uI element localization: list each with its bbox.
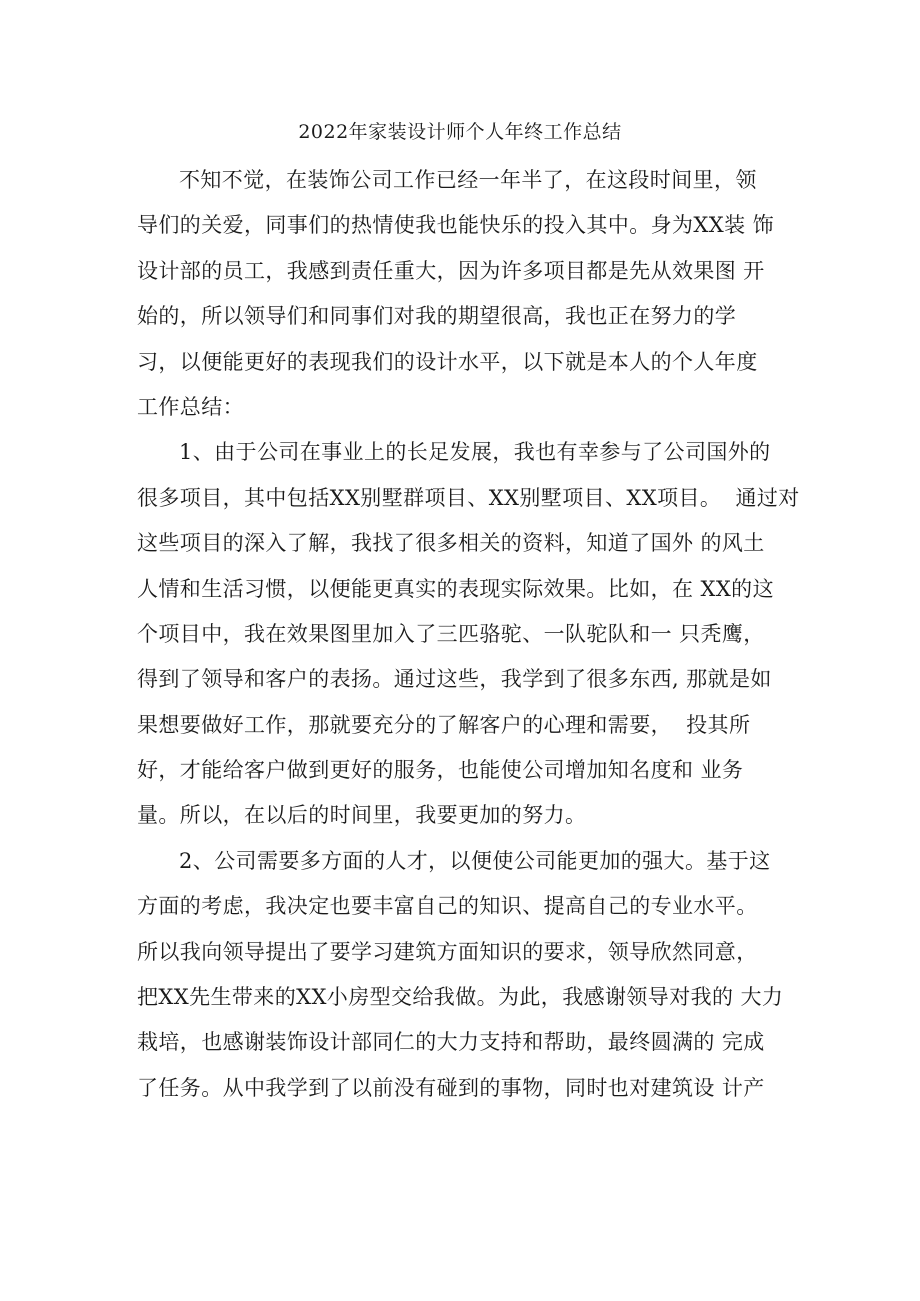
paragraph-1-line-3: 设计部的员工，我感到责任重大，因为许多项目都是先从效果图 开 [137, 258, 765, 283]
document-title: 2022年家装设计师个人年终工作总结 [298, 121, 622, 143]
paragraph-1-line-5: 习，以便能更好的表现我们的设计水平，以下就是本人的个人年度 [137, 349, 758, 374]
paragraph-2-line-3: 这些项目的深入了解，我找了很多相关的资料，知道了国外 的风土 [137, 531, 765, 556]
paragraph-3-line-5: 栽培，也感谢装饰设计部同仁的大力支持和帮助，最终圆满的 完成 [137, 1030, 765, 1055]
paragraph-2-line-9: 量。所以，在以后的时间里，我要更加的努力。 [137, 803, 587, 828]
paragraph-1-line-2: 导们的关爱，同事们的热情使我也能快乐的投入其中。身为XX装 饰 [137, 213, 774, 238]
paragraph-2-line-7: 果想要做好工作，那就要充分的了解客户的心理和需要， 投其所 [137, 712, 751, 737]
paragraph-2-line-6: 得到了领导和客户的表扬。通过这些，我学到了很多东西, 那就是如 [137, 667, 772, 692]
paragraph-2-line-8: 好，才能给客户做到更好的服务，也能使公司增加知名度和 业务 [137, 758, 744, 783]
paragraph-3-line-4: 把XX先生带来的XX小房型交给我做。为此，我感谢领导对我的 大力 [137, 985, 784, 1010]
paragraph-2-line-2: 很多项目，其中包括XX别墅群项目、XX别墅项目、XX项目。 通过对 [137, 485, 800, 510]
paragraph-1-line-4: 始的，所以领导们和同事们对我的期望很高，我也正在努力的学 [137, 304, 737, 329]
document-body [137, 158, 800, 1111]
paragraph-3-line-2: 方面的考虑，我决定也要丰富自己的知识、提高自己的专业水平。 [137, 894, 758, 919]
paragraph-2-line-5: 个项目中，我在效果图里加入了三匹骆驼、一队驼队和一 只秃鹰， [137, 621, 765, 646]
paragraph-3-line-1: 2、公司需要多方面的人才，以便使公司能更加的强大。基于这 [179, 848, 771, 873]
paragraph-2-line-4: 人情和生活习惯，以便能更真实的表现实际效果。比如，在 XX的这 [137, 576, 774, 601]
paragraph-3-line-3: 所以我向领导提出了要学习建筑方面知识的要求，领导欣然同意， [137, 939, 758, 964]
paragraph-1-line-1: 不知不觉，在装饰公司工作已经一年半了，在这段时间里，领 [179, 168, 757, 192]
paragraph-3-line-6: 了任务。从中我学到了以前没有碰到的事物，同时也对建筑设 计产 [137, 1075, 765, 1100]
paragraph-1-line-6: 工作总结： [137, 394, 244, 419]
paragraph-2-line-1: 1、由于公司在事业上的长足发展，我也有幸参与了公司国外的 [179, 440, 771, 465]
